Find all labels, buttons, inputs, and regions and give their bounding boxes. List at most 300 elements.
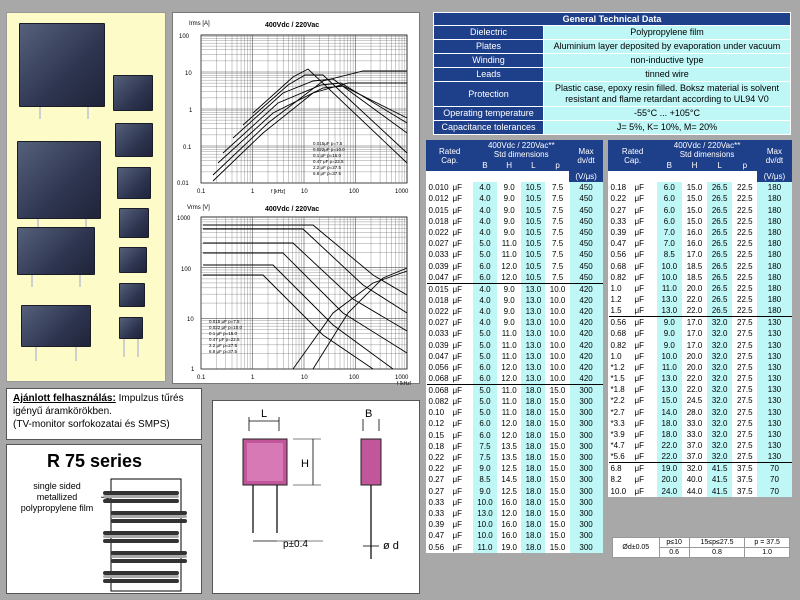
table-row — [427, 463, 603, 474]
dim-h: 16.0 — [501, 531, 517, 541]
capacitor-image — [19, 23, 105, 107]
dim-p: 7.5 — [552, 261, 564, 271]
dim-l: 10.5 — [521, 249, 545, 260]
table-row — [427, 328, 603, 339]
table-row — [427, 272, 603, 284]
cap-unit: μF — [452, 520, 462, 530]
cap-unit: μF — [452, 508, 462, 518]
dvdt: 70 — [757, 486, 791, 497]
dvdt: 300 — [570, 407, 603, 418]
cap-cell — [609, 395, 657, 406]
dim-p: 22.5 — [737, 295, 753, 305]
dim-b: 13.0 — [657, 384, 682, 395]
cap-unit: μF — [452, 397, 462, 407]
dim-p: 22.5 — [737, 250, 753, 260]
g2-xtick: 0.1 — [197, 375, 206, 381]
cap-value: 0.56 — [428, 542, 445, 552]
dim-p: 22.5 — [737, 228, 753, 238]
dim-b: 6.0 — [473, 261, 497, 272]
dim-l: 10.5 — [521, 182, 545, 194]
dim-L: L — [261, 408, 268, 420]
cap-unit: μF — [634, 329, 644, 339]
table-row — [427, 385, 603, 397]
cap-unit: μF — [452, 228, 462, 238]
cap-value: 0.47 — [610, 239, 627, 249]
dvdt: 70 — [757, 463, 791, 475]
table-row — [427, 339, 603, 350]
g1-xtick: 10 — [301, 189, 308, 195]
dim-b: 10.0 — [473, 497, 497, 508]
dimension-svg — [213, 401, 421, 595]
cap-cell — [609, 249, 657, 260]
dim-p: 27.5 — [737, 441, 753, 451]
dim-h: 12.0 — [501, 430, 517, 440]
dim-p: 27.5 — [737, 452, 753, 462]
dim-b: 6.0 — [473, 362, 497, 373]
capacitor-image — [119, 208, 149, 238]
dim-l: 13.0 — [521, 339, 545, 350]
dim-b: 10.0 — [657, 261, 682, 272]
general-technical-data — [433, 12, 791, 135]
cap-unit: μF — [634, 385, 644, 395]
dim-h: 11.0 — [501, 329, 517, 339]
dim-b: 8.5 — [657, 249, 682, 260]
cap-unit: μF — [634, 351, 644, 361]
dim-h: 15.0 — [686, 205, 703, 215]
dvdt: 300 — [570, 385, 603, 397]
cap-value: 0.27 — [610, 205, 627, 215]
table-row — [427, 283, 603, 295]
dim-p: 10.0 — [549, 329, 566, 339]
dvdt: 450 — [570, 227, 603, 238]
cap-value: 0.027 — [428, 239, 449, 249]
gtd-value: tinned wire — [544, 68, 791, 82]
g2-ytick: 10 — [187, 317, 194, 323]
cap-cell — [427, 238, 473, 249]
dim-b: 6.0 — [657, 182, 682, 194]
g2-xtick: 1 — [251, 375, 255, 381]
cap-cell — [427, 216, 473, 227]
dim-h: 37.0 — [686, 452, 703, 462]
cap-unit: μF — [634, 464, 644, 474]
dim-p: 7.5 — [552, 183, 564, 193]
cap-value: *1.2 — [610, 362, 625, 372]
g1-ytick: 10 — [185, 71, 192, 77]
dim-l: 32.0 — [707, 362, 732, 373]
g2-ytick: 100 — [181, 267, 192, 273]
dim-b: 4.0 — [473, 216, 497, 227]
cap-unit: μF — [634, 205, 644, 215]
table-row — [609, 193, 792, 204]
table-row — [427, 486, 603, 497]
dim-l: 18.0 — [521, 486, 545, 497]
cap-cell — [427, 385, 473, 397]
cap-cell — [609, 305, 657, 317]
dim-b: 22.0 — [657, 440, 682, 451]
cap-value: 0.68 — [610, 329, 627, 339]
cap-unit: μF — [452, 497, 462, 507]
dim-l: 13.0 — [521, 295, 545, 306]
legend-entry: 2.2 μF p=27.5 — [313, 165, 341, 170]
cap-cell — [609, 294, 657, 305]
capacitor-image — [115, 123, 153, 157]
dim-h: 11.0 — [501, 351, 517, 361]
hdr-voltage: 400Vdc / 220Vac** — [487, 141, 555, 150]
cap-value: 0.022 — [428, 228, 449, 238]
dim-h: 17.0 — [686, 340, 703, 350]
cap-unit: μF — [452, 475, 462, 485]
dim-b: 18.0 — [657, 429, 682, 440]
cap-cell — [427, 541, 473, 552]
dim-h: 19.0 — [501, 542, 517, 552]
cap-cell — [609, 216, 657, 227]
dim-p: 10.0 — [549, 306, 566, 316]
dim-l: 18.0 — [521, 541, 545, 552]
cap-value: 0.018 — [428, 295, 449, 305]
dim-p: 15.0 — [549, 430, 566, 440]
dvdt: 300 — [570, 430, 603, 441]
cap-unit: μF — [452, 239, 462, 249]
cap-unit: μF — [634, 318, 644, 328]
cap-unit: μF — [634, 295, 644, 305]
gtd-key: Dielectric — [434, 26, 544, 40]
dim-h: 16.0 — [501, 520, 517, 530]
dim-b: 10.0 — [657, 351, 682, 362]
dim-h: 13.5 — [501, 441, 517, 451]
lead-c1: p≤10 — [659, 538, 689, 548]
legend-entry: 0.015μF p=7.5 — [313, 141, 343, 146]
dim-l: 18.0 — [521, 452, 545, 463]
dim-h: 9.0 — [503, 228, 515, 238]
dim-p: 15.0 — [549, 508, 566, 518]
dim-l: 32.0 — [707, 440, 732, 451]
dim-p: 15.0 — [545, 385, 569, 397]
table-row — [427, 452, 603, 463]
film-construction-drawing — [7, 445, 203, 595]
dim-l: 32.0 — [707, 407, 732, 418]
gtd-value: Polypropylene film — [544, 26, 791, 40]
dim-B: B — [365, 408, 373, 420]
dim-h: 20.0 — [686, 283, 703, 293]
table-row — [609, 328, 792, 339]
dim-b: 7.5 — [473, 452, 497, 463]
legend-entry: 0.47 μF p=22.5 — [209, 337, 240, 342]
dim-b: 5.0 — [473, 339, 497, 350]
dim-b: 7.0 — [657, 227, 682, 238]
dim-b: 14.0 — [657, 407, 682, 418]
table-row — [609, 351, 792, 362]
dim-p: 15.0 — [549, 397, 566, 407]
dim-l: 26.5 — [707, 272, 732, 283]
cap-unit: μF — [634, 261, 644, 271]
hdr-h: H — [497, 160, 521, 171]
dim-l: 10.5 — [521, 261, 545, 272]
cap-value: 0.33 — [428, 497, 445, 507]
gtd-value: Aluminium layer deposited by evaporation under vacuum — [544, 40, 791, 54]
dim-b: 13.0 — [473, 508, 497, 519]
note-text: Impulzus tűrés igényű áramkörökben. — [13, 393, 184, 417]
cap-value: 0.12 — [428, 419, 445, 429]
dim-b: 6.0 — [657, 193, 682, 204]
dim-l: 26.5 — [707, 182, 732, 194]
cap-unit: μF — [452, 531, 462, 541]
cap-value: 0.47 — [428, 531, 445, 541]
dvdt: 180 — [757, 238, 791, 249]
cap-cell — [609, 238, 657, 249]
dvdt: 70 — [757, 474, 791, 485]
cap-unit: μF — [452, 408, 462, 418]
cap-unit: μF — [634, 396, 644, 406]
dvdt: 300 — [570, 519, 603, 530]
dvdt: 180 — [757, 205, 791, 216]
dvdt: 300 — [570, 452, 603, 463]
table-row — [427, 351, 603, 362]
cap-value: 1.0 — [610, 283, 622, 293]
dim-b: 5.0 — [473, 407, 497, 418]
dim-b: 11.0 — [657, 283, 682, 294]
dim-h: 9.0 — [503, 318, 515, 328]
cap-cell — [609, 384, 657, 395]
cap-unit: μF — [634, 441, 644, 451]
cap-cell — [609, 351, 657, 362]
g2-xtick: 1000 — [395, 375, 409, 381]
cap-unit: μF — [452, 183, 462, 193]
dim-b: 10.0 — [473, 519, 497, 530]
cap-cell — [427, 508, 473, 519]
g1-ytick: 0.1 — [183, 145, 192, 151]
cap-cell — [427, 430, 473, 441]
dim-b: 13.0 — [657, 294, 682, 305]
derating-graphs — [172, 12, 420, 384]
graphs-svg — [173, 13, 421, 385]
dim-h: 37.0 — [686, 441, 703, 451]
dim-p: 10.0 — [549, 340, 566, 350]
cap-cell — [427, 362, 473, 373]
film-layer — [111, 555, 187, 558]
dim-h: 9.0 — [503, 205, 515, 215]
cap-cell — [609, 339, 657, 350]
cap-value: 1.5 — [610, 306, 622, 316]
cap-unit: μF — [634, 374, 644, 384]
dim-b: 8.5 — [473, 474, 497, 485]
cap-cell — [609, 261, 657, 272]
dim-h: 18.5 — [686, 261, 703, 271]
g1-xtick: 0.1 — [197, 189, 206, 195]
dim-p: 27.5 — [737, 362, 753, 372]
cap-unit: μF — [452, 216, 462, 226]
cap-cell — [427, 249, 473, 260]
dim-h: 16.0 — [686, 228, 703, 238]
cap-cell — [609, 463, 657, 475]
graph2-title: 400Vdc / 220Vac — [265, 206, 320, 213]
cap-unit: μF — [634, 418, 644, 428]
graph1-title: 400Vdc / 220Vac — [265, 22, 320, 29]
g2-xlabel: f [kHz] — [397, 381, 412, 385]
dim-l: 26.5 — [707, 227, 732, 238]
dim-p: 10.0 — [545, 283, 569, 295]
dim-h: 13.5 — [501, 453, 517, 463]
dim-b: 9.0 — [657, 317, 682, 329]
dim-l: 18.0 — [521, 463, 545, 474]
dvdt: 300 — [570, 474, 603, 485]
dvdt: 450 — [570, 249, 603, 260]
dim-h: 16.0 — [501, 497, 517, 507]
dim-p: 7.5 — [552, 194, 564, 204]
gtd-value: J= 5%, K= 10%, M= 20% — [544, 121, 791, 135]
dim-l: 26.5 — [707, 205, 732, 216]
table-row — [609, 339, 792, 350]
table-row — [609, 451, 792, 463]
dim-p: 7.5 — [552, 205, 564, 215]
dim-h: 15.0 — [686, 194, 703, 204]
cap-unit: μF — [634, 228, 644, 238]
table-row — [427, 519, 603, 530]
cap-value: 10.0 — [610, 486, 627, 496]
dim-l: 32.0 — [707, 384, 732, 395]
dvdt: 130 — [757, 351, 791, 362]
table-row — [427, 541, 603, 552]
cap-cell — [427, 227, 473, 238]
g1-xtick: 100 — [349, 189, 360, 195]
dvdt: 130 — [757, 317, 791, 329]
dvdt: 300 — [570, 396, 603, 407]
cap-unit: μF — [452, 351, 462, 361]
film-layer — [111, 559, 187, 563]
dim-p: p±0.4 — [283, 539, 308, 550]
dim-h: 11.0 — [501, 239, 517, 249]
dim-h: 9.0 — [503, 216, 515, 226]
table-row — [609, 283, 792, 294]
dim-h: 20.0 — [686, 362, 703, 372]
table-row — [609, 373, 792, 384]
dim-h: 33.0 — [686, 430, 703, 440]
dim-b: 9.0 — [473, 463, 497, 474]
legend-entry: 0.015 μF p=7.5 — [209, 319, 240, 324]
dim-p: 27.5 — [737, 418, 753, 428]
gtd-row — [434, 107, 791, 121]
cap-cell — [609, 283, 657, 294]
table-row — [609, 429, 792, 440]
hdr-max: Max — [578, 146, 594, 156]
dim-p: 7.5 — [552, 216, 564, 226]
dvdt: 180 — [757, 216, 791, 227]
cap-unit: μF — [634, 250, 644, 260]
cap-value: 0.18 — [610, 183, 627, 193]
table-row — [427, 238, 603, 249]
dim-b: 6.0 — [657, 216, 682, 227]
film-layer — [103, 531, 179, 535]
dim-b: 11.0 — [473, 541, 497, 552]
cap-value: *3.3 — [610, 418, 625, 428]
cap-unit: μF — [452, 386, 462, 395]
cap-value: 0.39 — [428, 520, 445, 530]
cap-unit: μF — [634, 183, 644, 193]
dim-b: 6.0 — [657, 205, 682, 216]
dim-h: 24.5 — [686, 396, 703, 406]
dvdt: 130 — [757, 339, 791, 350]
table-row — [609, 205, 792, 216]
film-layer — [103, 499, 179, 503]
gtd-key: Plates — [434, 40, 544, 54]
dim-p: 10.0 — [549, 295, 566, 305]
cap-unit: μF — [634, 430, 644, 440]
cap-cell — [427, 463, 473, 474]
dim-b: 9.0 — [657, 328, 682, 339]
dim-h: 17.0 — [686, 329, 703, 339]
cap-unit: μF — [634, 194, 644, 204]
legend-entry: 6.8 μF p=37.5 — [209, 349, 237, 354]
dim-l: 32.0 — [707, 429, 732, 440]
cap-cell — [427, 474, 473, 485]
dim-h: 9.0 — [503, 306, 515, 316]
dim-h: 40.0 — [686, 475, 703, 485]
table-row — [427, 418, 603, 429]
dim-b: 13.0 — [657, 373, 682, 384]
cap-value: 0.15 — [428, 430, 445, 440]
table-row — [609, 249, 792, 260]
table-row — [609, 272, 792, 283]
film-layer — [103, 575, 179, 578]
table-row — [609, 305, 792, 317]
cap-cell — [427, 272, 473, 284]
cap-unit: μF — [634, 407, 644, 417]
dim-b: 5.0 — [473, 328, 497, 339]
dim-p: 37.5 — [732, 463, 757, 475]
table-row — [609, 463, 792, 475]
series-title: R 75 series — [47, 451, 143, 471]
cap-unit: μF — [452, 430, 462, 440]
dim-b: 19.0 — [657, 463, 682, 475]
gtd-key: Leads — [434, 68, 544, 82]
dim-b: 4.0 — [473, 193, 497, 204]
cap-cell — [427, 373, 473, 385]
cap-unit: μF — [452, 261, 462, 271]
film-layer — [111, 511, 187, 515]
cap-cell — [427, 396, 473, 407]
gtd-row — [434, 26, 791, 40]
dvdt: 420 — [570, 317, 603, 328]
dvdt: 300 — [570, 441, 603, 452]
cap-cell — [609, 451, 657, 463]
cap-cell — [609, 486, 657, 497]
lead-c3: p = 37.5 — [745, 538, 790, 548]
cap-value: 0.027 — [428, 318, 449, 328]
dim-l: 26.5 — [707, 261, 732, 272]
dvdt: 300 — [570, 508, 603, 519]
dim-l: 18.0 — [521, 474, 545, 485]
dim-h: 9.0 — [503, 295, 515, 305]
dim-p: 15.0 — [549, 542, 566, 552]
g1-xlabel: f [kHz] — [271, 189, 286, 195]
graph1-ylabel: Irms [A] — [189, 21, 210, 27]
dim-b: 6.0 — [473, 373, 497, 385]
cap-cell — [427, 205, 473, 216]
dim-l: 32.0 — [707, 351, 732, 362]
hdr-cap: Cap. — [624, 155, 642, 165]
dim-p: 22.5 — [737, 239, 753, 249]
note-text2: (TV-monitor sorfokozatai és SMPS) — [13, 419, 170, 430]
dvdt: 130 — [757, 429, 791, 440]
legend-entry: 0.1 μF p=15.0 — [313, 153, 341, 158]
table-row — [427, 396, 603, 407]
table-row — [427, 182, 603, 194]
dim-l: 26.5 — [707, 193, 732, 204]
cap-value: 0.27 — [428, 475, 445, 485]
cap-cell — [427, 497, 473, 508]
dim-b: 5.0 — [473, 351, 497, 362]
dim-b: 4.0 — [473, 205, 497, 216]
dvdt: 450 — [570, 216, 603, 227]
